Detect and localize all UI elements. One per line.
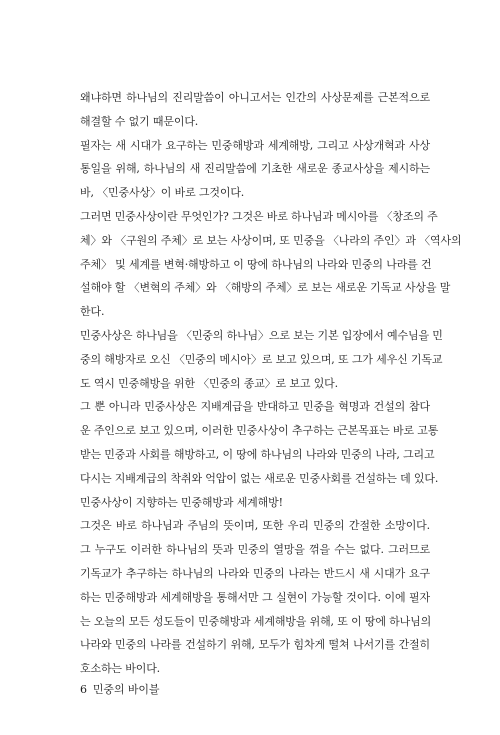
text-line: 필자는 새 시대가 요구하는 민중해방과 세계해방, 그리고 사상개혁과 사상 <box>80 138 430 152</box>
text-line: 는 오늘의 모든 성도들이 민중해방과 세계해방을 위해, 또 이 땅에 하나님의 <box>80 614 432 628</box>
text-line: 민중사상이 지향하는 민중해방과 세계해방! <box>80 495 283 509</box>
text-line: 민중사상은 하나님을 〈민중의 하나님〉으로 보는 기본 입장에서 예수님을 민 <box>80 328 443 342</box>
text-line: 바, 〈민중사상〉이 바로 그것이다. <box>80 186 245 200</box>
text-line: 설해야 할 〈변혁의 주체〉와 〈해방의 주체〉로 보는 새로운 기독교 사상을 말 <box>80 281 451 295</box>
text-line: 주체〉 및 세계를 변혁·해방하고 이 땅에 하나님의 나라와 민중의 나라를 건 <box>80 257 432 271</box>
text-line: 체〉와 〈구원의 주체〉로 보는 사상이며, 또 민중을 〈나라의 주인〉과 〈역사의 <box>80 233 462 247</box>
page-footer <box>80 681 159 697</box>
text-line: 도 역시 민중해방을 위한 〈민중의 종교〉로 보고 있다. <box>80 376 338 390</box>
text-line: 그것은 바로 하나님과 주님의 뜻이며, 또한 우리 민중의 간절한 소망이다. <box>80 519 430 533</box>
text-line: 그 뿐 아니라 민중사상은 지배계급을 반대하고 민중을 혁명과 건설의 참다 <box>80 400 430 414</box>
text-line: 왜냐하면 하나님의 진리말씀이 아니고서는 인간의 사상문제를 근본적으로 <box>80 91 430 104</box>
page-number: 6 <box>80 683 87 696</box>
text-line: 그 누구도 이러한 하나님의 뜻과 민중의 열망을 꺾을 수는 없다. 그러므로 <box>80 543 430 557</box>
text-line: 해결할 수 없기 때문이다. <box>80 114 199 128</box>
text-line: 다시는 지배계급의 착취와 억압이 없는 새로운 민중사회를 건설하는 데 있다. <box>80 471 439 485</box>
text-line: 호소하는 바이다. <box>80 662 161 676</box>
text-line: 나라와 민중의 나라를 건설하기 위해, 모두가 힘차게 떨쳐 나서기를 간절히 <box>80 638 430 652</box>
text-line: 받는 민중과 사회를 해방하고, 이 땅에 하나님의 나라와 민중의 나라, 그리고 <box>80 447 435 461</box>
text-line: 기독교가 추구하는 하나님의 나라와 민중의 나라는 반드시 새 시대가 요구 <box>80 566 430 580</box>
running-title: 민중의 바이블 <box>92 683 160 696</box>
text-line: 운 주인으로 보고 있으며, 이러한 민중사상이 추구하는 근본목표는 바로 고통 <box>80 424 439 438</box>
text-line: 하는 민중해방과 세계해방을 통해서만 그 실현이 가능할 것이다. 이에 필자 <box>80 590 430 604</box>
text-line: 한다. <box>80 305 105 319</box>
body-text <box>80 86 462 681</box>
text-line: 통일을 위해, 하나님의 새 진리말씀에 기초한 새로운 종교사상을 제시하는 <box>80 162 430 176</box>
text-line: 중의 해방자로 오신 〈민중의 메시아〉로 보고 있으며, 또 그가 세우신 기독교 <box>80 352 443 366</box>
text-line: 그러면 민중사상이란 무엇인가? 그것은 바로 하나님과 메시아를 〈창조의 주 <box>80 209 438 223</box>
